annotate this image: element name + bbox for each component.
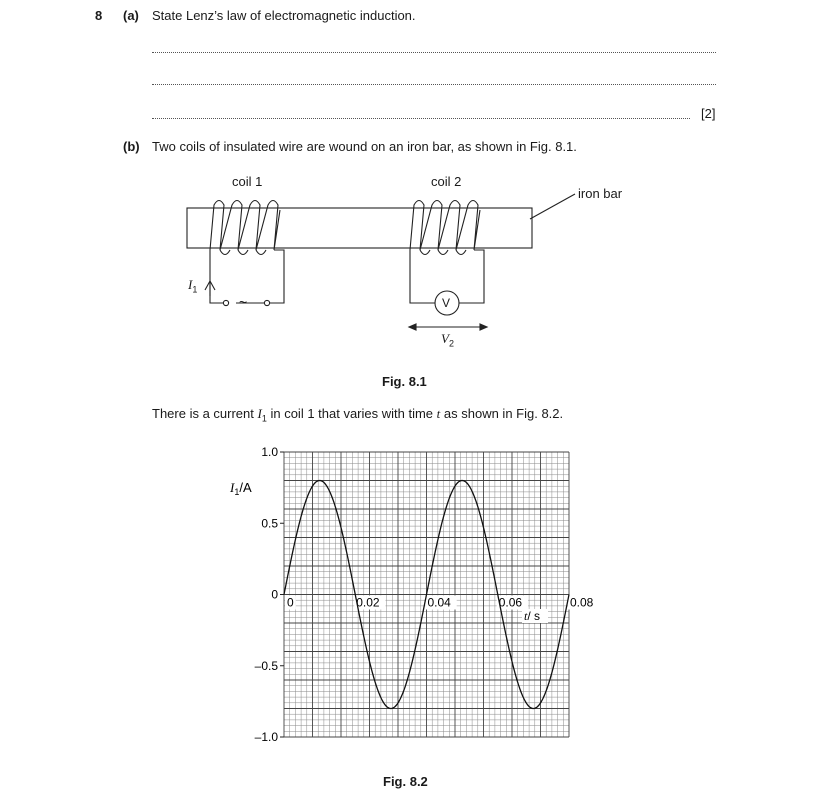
x-tick-label: 0.04 (427, 595, 451, 610)
y-tick-label: –1.0 (254, 730, 278, 744)
part-a-marks: [2] (701, 106, 716, 121)
y-tick-label: –0.5 (254, 658, 278, 673)
x-tick-label: 0.02 (356, 595, 380, 610)
part-a-label: (a) (123, 8, 139, 23)
fig-8-2-caption: Fig. 8.2 (383, 774, 428, 789)
x-tick-label: 0 (287, 595, 294, 610)
v2-label: $V_2$ (441, 331, 454, 349)
y-axis-label: $I_1/A$ (230, 480, 252, 497)
x-axis-label: t/ s (524, 609, 541, 623)
iron-bar-label: iron bar (578, 186, 623, 201)
ac-source-symbol: ~ (239, 294, 248, 310)
x-tick-label: 0.06 (498, 595, 523, 610)
part-b-label: (b) (123, 139, 140, 154)
x-tick-label: 0.08 (570, 595, 594, 610)
voltmeter-label: V (442, 296, 451, 310)
y-tick-label: 1.0 (261, 445, 278, 459)
part-a-text: State Lenz’s law of electromagnetic induction. (152, 8, 416, 23)
current-i1-label: $I_1$ (188, 277, 198, 295)
part-b-text: Two coils of insulated wire are wound on an iron bar, as shown in Fig. 8.1. (152, 139, 577, 154)
current-description: There is a current $I_1$ in coil 1 that varies with time t as shown in Fig. 8.2. (152, 406, 564, 424)
question-number: 8 (95, 8, 103, 23)
y-tick-label: 0 (271, 587, 278, 602)
coil-1-label: coil 1 (232, 174, 263, 189)
y-axis-ticks (255, 445, 284, 744)
coil-2-label: coil 2 (431, 174, 462, 189)
fig-8-1-caption: Fig. 8.1 (382, 374, 427, 389)
y-tick-label: 0.5 (261, 516, 278, 531)
